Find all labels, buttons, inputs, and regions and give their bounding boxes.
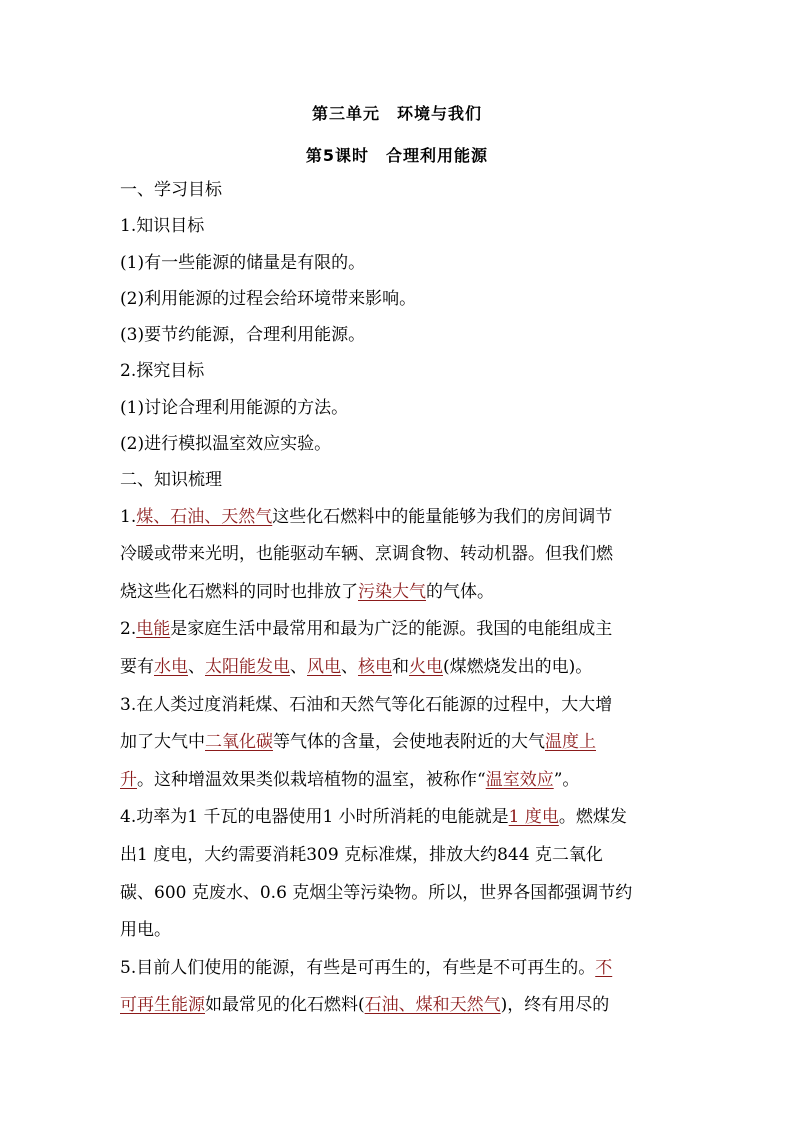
unit-title: 第三单元 环境与我们 (311, 104, 482, 123)
answer-nuclear-power: 核电 (358, 657, 392, 678)
inquiry-goal-1: (1)讨论合理利用能源的方法。 (120, 397, 349, 418)
answer-fossil-fuels: 煤、石油、天然气 (136, 506, 273, 527)
answer-hydropower: 水电 (154, 657, 188, 678)
answer-one-kwh: 1 度电 (508, 807, 559, 828)
item-3-line-1: 3.在人类过度消耗煤、石油和天然气等化石能源的过程中，大大增 (120, 694, 613, 715)
document-body (120, 180, 680, 1033)
item-2-text: (煤燃烧发出的电)。 (443, 657, 593, 678)
item-1-text: 这些化石燃料中的能量能够为我们的房间调节 (272, 506, 613, 527)
item-1-line-3 (120, 582, 680, 602)
item-3-text: ”。 (553, 769, 580, 790)
item-2-text: 要有 (120, 657, 154, 678)
item-3-line-2 (120, 732, 680, 752)
item-3-text: 加了大气中 (120, 732, 205, 753)
separator: 、 (341, 657, 358, 678)
answer-carbon-dioxide: 二氧化碳 (205, 732, 273, 753)
item-1-line-2: 冷暖或带来光明，也能驱动车辆、烹调食物、转动机器。但我们燃 (120, 544, 613, 565)
item-5-text: 5.目前人们使用的能源，有些是可再生的，有些是不可再生的。 (120, 957, 596, 978)
item-4-line-3: 碳、600 克废水、0.6 克烟尘等污染物。所以，世界各国都强调节约 (120, 882, 633, 903)
item-4-text: 4.功率为1 千瓦的电器使用1 小时所消耗的电能就是 (120, 807, 509, 828)
separator: 、 (188, 657, 205, 678)
answer-greenhouse-effect: 温室效应 (485, 769, 554, 790)
lesson-title: 第5课时 合理利用能源 (305, 146, 489, 165)
item-4-text: 。燃煤发 (558, 807, 627, 828)
item-2-number: 2. (120, 619, 137, 640)
item-5-text: )，终有用尽的 (500, 995, 610, 1016)
answer-temperature-rise: 升 (120, 769, 137, 790)
answer-solar-power: 太阳能发电 (205, 657, 290, 678)
inquiry-goal-2: (2)进行模拟温室效应实验。 (120, 434, 332, 455)
answer-wind-power: 风电 (307, 657, 341, 678)
inquiry-goals-heading: 2.探究目标 (120, 361, 205, 382)
item-1-number: 1. (120, 506, 137, 527)
item-3-text: 等气体的含量，会使地表附近的大气 (273, 732, 545, 753)
answer-temperature-rise: 温度上 (545, 732, 596, 753)
item-2-text: 是家庭生活中最常用和最为广泛的能源。我国的电能组成主 (170, 619, 613, 640)
item-4-line-4: 用电。 (120, 920, 171, 941)
knowledge-goals-heading: 1.知识目标 (120, 216, 205, 237)
item-5-line-2 (120, 995, 680, 1015)
item-4-line-1 (120, 807, 680, 827)
answer-thermal-power: 火电 (409, 657, 443, 678)
item-2-line-1 (120, 619, 680, 639)
item-3-text: 。这种增温效果类似栽培植物的温室，被称作“ (137, 769, 486, 790)
answer-fossil-fuel-examples: 石油、煤和天然气 (364, 995, 501, 1016)
item-3-line-3 (120, 770, 680, 790)
answer-pollute-air: 污染大气 (358, 581, 426, 602)
section-heading-goals: 一、学习目标 (120, 180, 222, 200)
conjunction: 和 (392, 657, 409, 678)
answer-electricity: 电能 (136, 619, 171, 640)
item-2-line-2 (120, 657, 680, 677)
answer-nonrenewable-energy: 不 (595, 957, 613, 978)
item-5-line-1 (120, 958, 680, 978)
item-1-text: 的气体。 (426, 581, 494, 602)
knowledge-goal-1: (1)有一些能源的储量是有限的。 (120, 252, 366, 273)
section-heading-review: 二、知识梳理 (120, 470, 222, 491)
item-4-line-2: 出1 度电，大约需要消耗309 克标准煤，排放大约844 克二氧化 (120, 845, 603, 866)
item-1-line-1 (120, 507, 680, 527)
separator: 、 (290, 657, 307, 678)
answer-nonrenewable-energy: 可再生能源 (120, 995, 205, 1016)
knowledge-goal-3: (3)要节约能源，合理利用能源。 (120, 325, 366, 346)
item-5-text: 如最常见的化石燃料( (205, 995, 365, 1016)
knowledge-goal-2: (2)利用能源的过程会给环境带来影响。 (120, 288, 417, 309)
item-1-text: 烧这些化石燃料的同时也排放了 (120, 581, 358, 602)
